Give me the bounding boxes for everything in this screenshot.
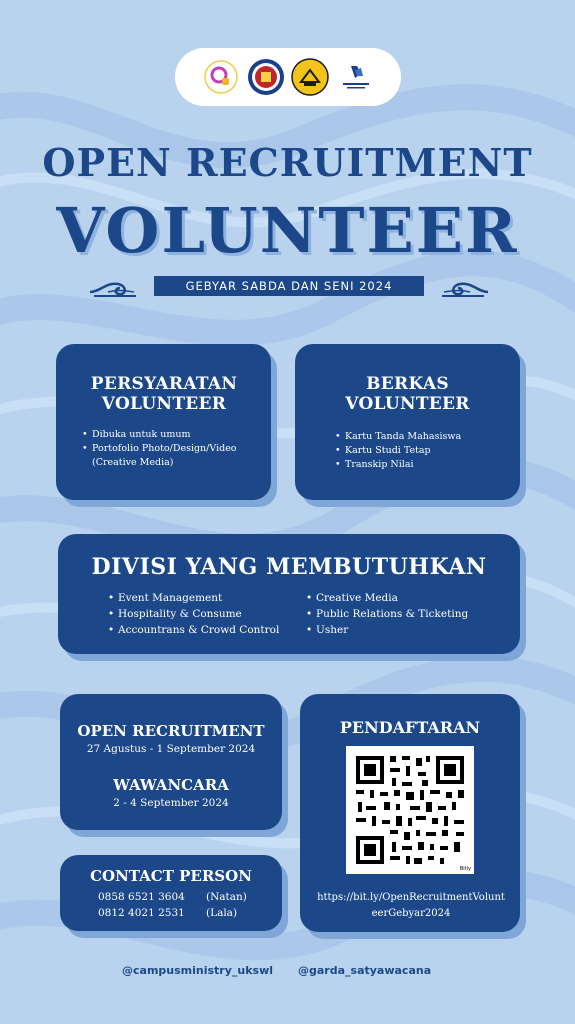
- list-item: • Creative Media: [306, 590, 506, 606]
- contact-name-1: (Natan): [206, 891, 247, 903]
- contact-name-2: (Lala): [206, 907, 238, 919]
- contact-phone-2[interactable]: 0812 4021 2531: [98, 907, 185, 919]
- registration-link[interactable]: https://bit.ly/OpenRecruitmentVolunteerGebyar2024: [317, 892, 505, 919]
- list-item: • Kartu Studi Tetap: [335, 444, 505, 458]
- logo-strip: [175, 48, 401, 106]
- event-banner: GEBYAR SABDA DAN SENI 2024: [154, 276, 424, 296]
- list-item: • Portofolio Photo/Design/Video (Creative Media): [82, 442, 262, 470]
- wave-ornament-left-icon: [88, 276, 140, 298]
- logo-garda-icon: [339, 62, 373, 92]
- documents-list: [335, 430, 505, 472]
- divisions-card: [58, 534, 520, 654]
- registration-card: [300, 694, 520, 932]
- list-item: • Transkip Nilai: [335, 458, 505, 472]
- list-item: • Public Relations & Ticketing: [306, 606, 506, 622]
- open-recruitment-dates: 27 Agustus - 1 September 2024: [86, 743, 256, 755]
- footer-handle-1[interactable]: @campusministry_ukswl: [122, 964, 274, 977]
- list-item: • Dibuka untuk umum: [82, 428, 262, 442]
- list-item: • Event Management: [108, 590, 308, 606]
- list-item: • Accountrans & Crowd Control: [108, 622, 308, 638]
- open-recruitment-title: OPEN RECRUITMENT: [77, 722, 265, 740]
- logo-red-seal-icon: [247, 58, 285, 96]
- documents-title: BERKAS VOLUNTEER: [345, 374, 470, 414]
- wave-ornament-right-icon: [438, 276, 490, 298]
- interview-dates: 2 - 4 September 2024: [113, 797, 229, 809]
- documents-card: [295, 344, 520, 500]
- contact-card: [60, 855, 282, 931]
- qr-caption: Bitly: [459, 866, 471, 872]
- divisions-col2: [306, 590, 506, 638]
- logo-yellow-seal-icon: [291, 58, 329, 96]
- headline-line1: OPEN RECRUITMENT: [42, 140, 533, 185]
- divisions-title: DIVISI YANG MEMBUTUHKAN: [91, 554, 487, 580]
- divisions-col1: [108, 590, 308, 638]
- registration-title: PENDAFTARAN: [339, 718, 481, 737]
- footer-handle-2[interactable]: @garda_satyawacana: [298, 964, 432, 977]
- requirements-title: PERSYARATAN VOLUNTEER: [90, 374, 238, 414]
- list-item: • Usher: [306, 622, 506, 638]
- qr-code-icon: [346, 746, 474, 874]
- logo-ministry-icon: [204, 60, 238, 94]
- contact-title: CONTACT PERSON: [90, 867, 252, 885]
- list-item: • Hospitality & Consume: [108, 606, 308, 622]
- list-item: • Kartu Tanda Mahasiswa: [335, 430, 505, 444]
- headline-line2: VOLUNTEER: [56, 194, 519, 267]
- requirements-card: [56, 344, 271, 500]
- schedule-card: [60, 694, 282, 830]
- qr-code[interactable]: [346, 746, 474, 874]
- requirements-list: [82, 428, 262, 470]
- contact-phone-1[interactable]: 0858 6521 3604: [98, 891, 185, 903]
- interview-title: WAWANCARA: [113, 776, 229, 794]
